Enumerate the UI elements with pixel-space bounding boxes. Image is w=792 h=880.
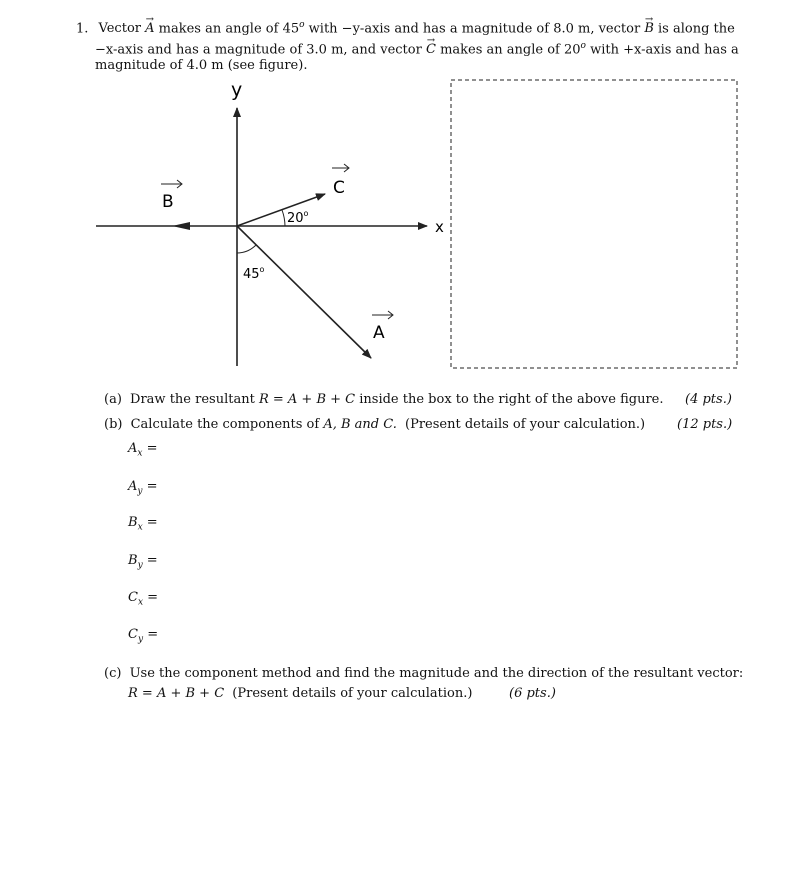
- part-c-line-2: R = A + B + C (Present details of your calculation.): [128, 686, 473, 701]
- angle-a-label: 45$^o$: [243, 265, 265, 282]
- component-cy[interactable]: $C_y$ =: [128, 627, 159, 645]
- vector-c-label-arrow: [332, 164, 349, 172]
- vector-b-arrowhead: [172, 222, 190, 230]
- part-a-points: (4 pts.): [685, 392, 732, 407]
- component-ay[interactable]: $A_y$ =: [128, 479, 158, 497]
- vector-a-symbol: → A: [145, 21, 154, 37]
- angle-arc-20: [282, 210, 285, 226]
- vector-b-symbol: → B: [644, 21, 654, 37]
- component-cx[interactable]: $C_x$ =: [128, 590, 159, 608]
- problem-line-1: 1. Vector → A makes an angle of 45$^o$ with −y-axis and has a magnitude of 8.0 m, vector → B is along the: [76, 17, 735, 37]
- part-c-label: (c): [104, 666, 122, 681]
- part-b-points: (12 pts.): [677, 417, 733, 432]
- component-by[interactable]: $B_y$ =: [128, 553, 158, 571]
- part-c: (c) Use the component method and find the magnitude and the direction of the resultant vector:: [104, 666, 744, 681]
- angle-c-label: 20$^o$: [287, 209, 309, 226]
- part-c-points: (6 pts.): [509, 686, 556, 701]
- part-c-equation: R = A + B + C: [128, 686, 225, 701]
- vector-c-symbol: → C: [426, 42, 436, 58]
- vector-c-arrow: [237, 194, 325, 226]
- component-ax[interactable]: $A_x$ =: [128, 441, 158, 459]
- problem-line-3: magnitude of 4.0 m (see figure).: [95, 58, 308, 73]
- problem-line-2: −x-axis and has a magnitude of 3.0 m, and vector → C makes an angle of 20$^o$ with +x-axis and has a: [95, 38, 739, 58]
- vector-a-label: A: [373, 323, 385, 343]
- angle-arc-45: [237, 245, 256, 253]
- part-a-label: (a): [104, 392, 122, 407]
- part-a-equation: R = A + B + C: [258, 392, 356, 407]
- vector-a-arrow: [237, 226, 371, 358]
- y-axis-label: y: [231, 79, 243, 101]
- vector-figure: [0, 0, 792, 400]
- vector-b-label: B: [162, 192, 174, 212]
- part-b: (b) Calculate the components of A, B and C. (Present details of your calculation.): [104, 417, 646, 432]
- vector-c-label: C: [333, 178, 345, 198]
- part-b-vector-list: A, B and C.: [323, 417, 397, 432]
- part-a: (a) Draw the resultant R = A + B + C inside the box to the right of the above figure.: [104, 392, 664, 407]
- problem-number: 1.: [76, 21, 89, 37]
- component-bx[interactable]: $B_x$ =: [128, 515, 158, 533]
- answer-drawing-box[interactable]: [451, 80, 737, 368]
- part-b-label: (b): [104, 417, 123, 432]
- x-axis-label: x: [435, 218, 444, 236]
- vector-a-label-arrow: [372, 311, 393, 319]
- vector-b-label-arrow: [161, 180, 182, 188]
